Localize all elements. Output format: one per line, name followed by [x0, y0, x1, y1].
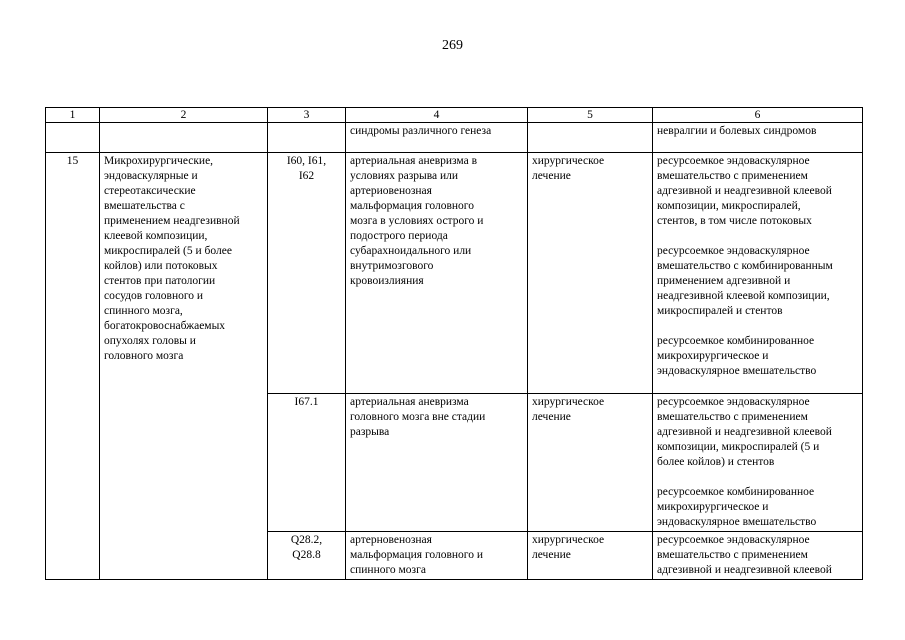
text-line: ресурсоемкое эндоваскулярное — [657, 396, 810, 408]
text-line: спинного мозга, — [104, 305, 183, 317]
treatment-type — [528, 532, 653, 580]
method-paragraph — [657, 533, 858, 578]
carry-col6: невралгии и болевых синдромов — [653, 123, 863, 153]
text-line: артерновенозная — [350, 534, 432, 546]
column-header-4: 4 — [346, 108, 528, 123]
method-paragraph — [657, 395, 858, 470]
treatment-methods — [653, 153, 863, 394]
method-paragraph — [657, 244, 858, 319]
patient-model — [346, 532, 528, 580]
carry-col4: синдромы различного генеза — [346, 123, 528, 153]
text-line: хирургическое — [532, 396, 605, 408]
text-line: эндоваскулярные и — [104, 170, 198, 182]
text-line: клеевой композиции, — [104, 230, 208, 242]
text-line: головного мозга вне стадии — [350, 411, 486, 423]
icd-codes — [268, 153, 346, 394]
text-line: койлов) или потоковых — [104, 260, 218, 272]
text-line: I60, I61, — [286, 155, 327, 167]
table-row — [46, 153, 863, 394]
text-line: сосудов головного и — [104, 290, 204, 302]
text-line: разрыва — [350, 426, 390, 438]
page-number: 269 — [442, 38, 463, 53]
text-line: Q28.8 — [292, 549, 321, 561]
text-line: Q28.2, — [290, 534, 323, 546]
text-line: микроспиралей и стентов — [657, 305, 783, 317]
patient-model — [346, 153, 528, 394]
text-line: стереотаксические — [104, 185, 196, 197]
text-line: микрохирургическое и — [657, 501, 769, 513]
text-line: адгезивной и неадгезивной клеевой — [657, 426, 832, 438]
text-line: ресурсоемкое комбинированное — [657, 335, 815, 347]
carry-col5 — [528, 123, 653, 153]
text-line: вмешательство с применением — [657, 170, 808, 182]
text-line: адгезивной и неадгезивной клеевой — [657, 185, 832, 197]
column-header-3: 3 — [268, 108, 346, 123]
column-header-6: 6 — [653, 108, 863, 123]
column-header-1: 1 — [46, 108, 100, 123]
carry-col1 — [46, 123, 100, 153]
method-paragraph — [657, 334, 858, 379]
text-line: композиции, микроспиралей, — [657, 200, 801, 212]
group-number: 15 — [46, 153, 100, 580]
text-line: вмешательство с применением — [657, 411, 808, 423]
text-line: эндоваскулярное вмешательство — [657, 365, 817, 377]
text-line: ресурсоемкое эндоваскулярное — [657, 245, 810, 257]
text-line: хирургическое — [532, 155, 605, 167]
treatment-methods — [653, 532, 863, 580]
text-line: внутримозгового — [350, 260, 434, 272]
text-line: вмешательства с — [104, 200, 185, 212]
text-line: опухолях головы и — [104, 335, 196, 347]
text-line: спинного мозга — [350, 564, 426, 576]
text-line: неадгезивной клеевой композиции, — [657, 290, 830, 302]
text-line: артериальная аневризма в — [350, 155, 478, 167]
column-number-row — [46, 108, 863, 123]
text-line: подострого периода — [350, 230, 448, 242]
method-paragraph — [657, 485, 858, 530]
text-line: ресурсоемкое эндоваскулярное — [657, 155, 810, 167]
text-line: лечение — [532, 549, 571, 561]
icd-codes — [268, 394, 346, 532]
text-line: более койлов) и стентов — [657, 456, 775, 468]
treatment-type — [528, 394, 653, 532]
text-line: богатокровоснабжаемых — [104, 320, 226, 332]
text-line: лечение — [532, 411, 571, 423]
text-line: головного мозга — [104, 350, 184, 362]
method-paragraph — [657, 154, 858, 229]
text-line: вмешательство с применением — [657, 549, 808, 561]
text-line: композиции, микроспиралей (5 и — [657, 441, 820, 453]
text-line: хирургическое — [532, 534, 605, 546]
text-line: адгезивной и неадгезивной клеевой — [657, 564, 832, 576]
text-line: артериальная аневризма — [350, 396, 469, 408]
text-line: субарахноидального или — [350, 245, 472, 257]
column-header-5: 5 — [528, 108, 653, 123]
carry-col2 — [100, 123, 268, 153]
text-line: ресурсоемкое комбинированное — [657, 486, 815, 498]
text-line: вмешательство с комбинированным — [657, 260, 833, 272]
carry-over-row — [46, 123, 863, 153]
text-line: артериовенозная — [350, 185, 432, 197]
text-line: условиях разрыва или — [350, 170, 459, 182]
text-line: микрохирургическое и — [657, 350, 769, 362]
text-line: мальформация головного — [350, 200, 474, 212]
text-line: микроспиралей (5 и более — [104, 245, 232, 257]
carry-col3 — [268, 123, 346, 153]
text-line: I62 — [298, 170, 315, 182]
text-line: стентов при патологии — [104, 275, 216, 287]
medical-care-table — [45, 107, 863, 580]
text-line: ресурсоемкое эндоваскулярное — [657, 534, 810, 546]
patient-model — [346, 394, 528, 532]
icd-codes — [268, 532, 346, 580]
text-line: применением неадгезивной — [104, 215, 240, 227]
text-line: мальформация головного и — [350, 549, 484, 561]
text-line: мозга в условиях острого и — [350, 215, 484, 227]
text-line: эндоваскулярное вмешательство — [657, 516, 817, 528]
text-line: кровоизлияния — [350, 275, 424, 287]
column-header-2: 2 — [100, 108, 268, 123]
text-line: применением адгезивной и — [657, 275, 791, 287]
treatment-methods — [653, 394, 863, 532]
text-line: I67.1 — [294, 396, 319, 408]
text-line: лечение — [532, 170, 571, 182]
text-line: стентов, в том числе потоковых — [657, 215, 812, 227]
text-line: Микрохирургические, — [104, 155, 214, 167]
treatment-type — [528, 153, 653, 394]
group-name — [100, 153, 268, 580]
